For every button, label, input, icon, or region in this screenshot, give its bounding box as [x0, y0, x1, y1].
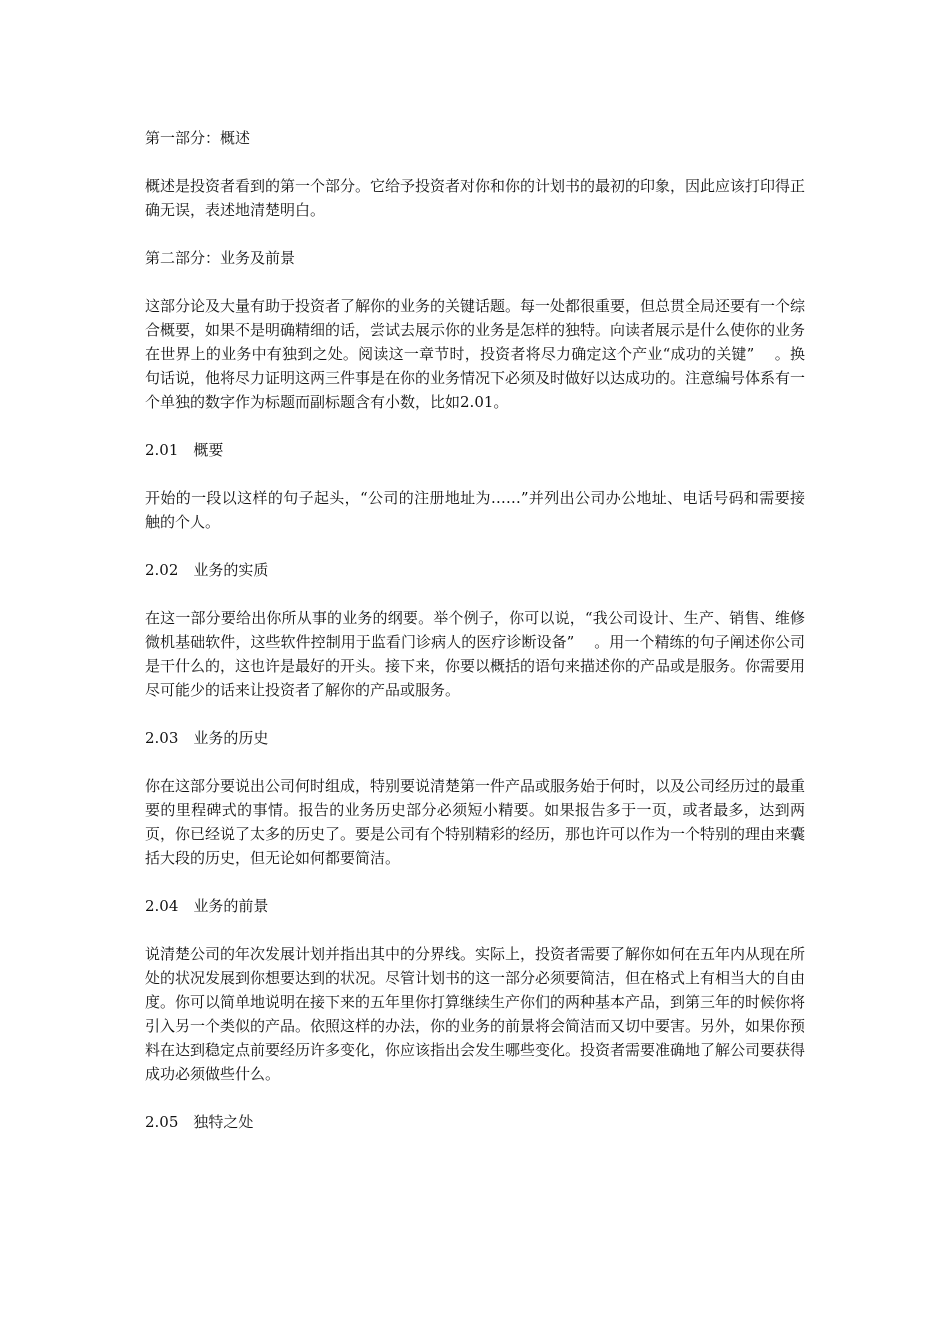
subsection-heading-2-03: 2.03 业务的历史	[145, 729, 269, 747]
subsection-heading-2-05: 2.05 独特之处	[145, 1113, 254, 1131]
paragraph-business-history: 你在这部分要说出公司何时组成，特别要说清楚第一件产品或服务始于何时，以及公司经历过的最重要的里程碑式的事情。报告的业务历史部分必须短小精要。如果报告多于一页，或者最多，达到两页，你已经说了太多的历史了。要是公司有个特别精彩的经历，那也许可以作为一个特别的理由来囊括大段的历史，但无论如何都要简洁。	[145, 777, 806, 867]
paragraph-business-prospects: 这部分论及大量有助于投资者了解你的业务的关键话题。每一处都很重要，但总贯全局还要有一个综合概要，如果不是明确精细的话，尝试去展示你的业务是怎样的独特。向读者展示是什么使你的业务在世界上的业务中有独到之处。阅读这一章节时，投资者将尽力确定这个产业“成功的关键” 。换句话说，他将尽力证明这两三件事是在你的业务情况下必须及时做好以达成功的。注意编号体系有一个单独的数字作为标题而副标题含有小数，比如2.01。	[145, 297, 806, 411]
document-page	[145, 126, 805, 1158]
section-heading-part-one: 第一部分：概述	[145, 129, 251, 147]
section-heading-part-two: 第二部分：业务及前景	[145, 249, 296, 267]
subsection-heading-2-01: 2.01 概要	[145, 441, 224, 459]
paragraph-summary: 开始的一段以这样的句子起头，“公司的注册地址为……”并列出公司办公地址、电话号码和需要接触的个人。	[145, 489, 805, 531]
subsection-heading-2-02: 2.02 业务的实质	[145, 561, 269, 579]
paragraph-overview: 概述是投资者看到的第一个部分。它给予投资者对你和你的计划书的最初的印象，因此应该打印得正确无误，表述地清楚明白。	[145, 177, 806, 219]
subsection-heading-2-04: 2.04 业务的前景	[145, 897, 269, 915]
paragraph-business-nature: 在这一部分要给出你所从事的业务的纲要。举个例子，你可以说，“我公司设计、生产、销售、维修微机基础软件，这些软件控制用于监看门诊病人的医疗诊断设备” 。用一个精练的句子阐述你公司是干什么的，这也许是最好的开头。接下来，你要以概括的语句来描述你的产品或是服务。你需要用尽可能少的话来让投资者了解你的产品或服务。	[145, 609, 806, 699]
paragraph-business-outlook: 说清楚公司的年次发展计划并指出其中的分界线。实际上，投资者需要了解你如何在五年内从现在所处的状况发展到你想要达到的状况。尽管计划书的这一部分必须要简洁，但在格式上有相当大的自由度。你可以简单地说明在接下来的五年里你打算继续生产你们的两种基本产品，到第三年的时候你将引入另一个类似的产品。依照这样的办法，你的业务的前景将会简洁而又切中要害。另外，如果你预料在达到稳定点前要经历许多变化，你应该指出会发生哪些变化。投资者需要准确地了解公司要获得成功必须做些什么。	[145, 945, 806, 1083]
